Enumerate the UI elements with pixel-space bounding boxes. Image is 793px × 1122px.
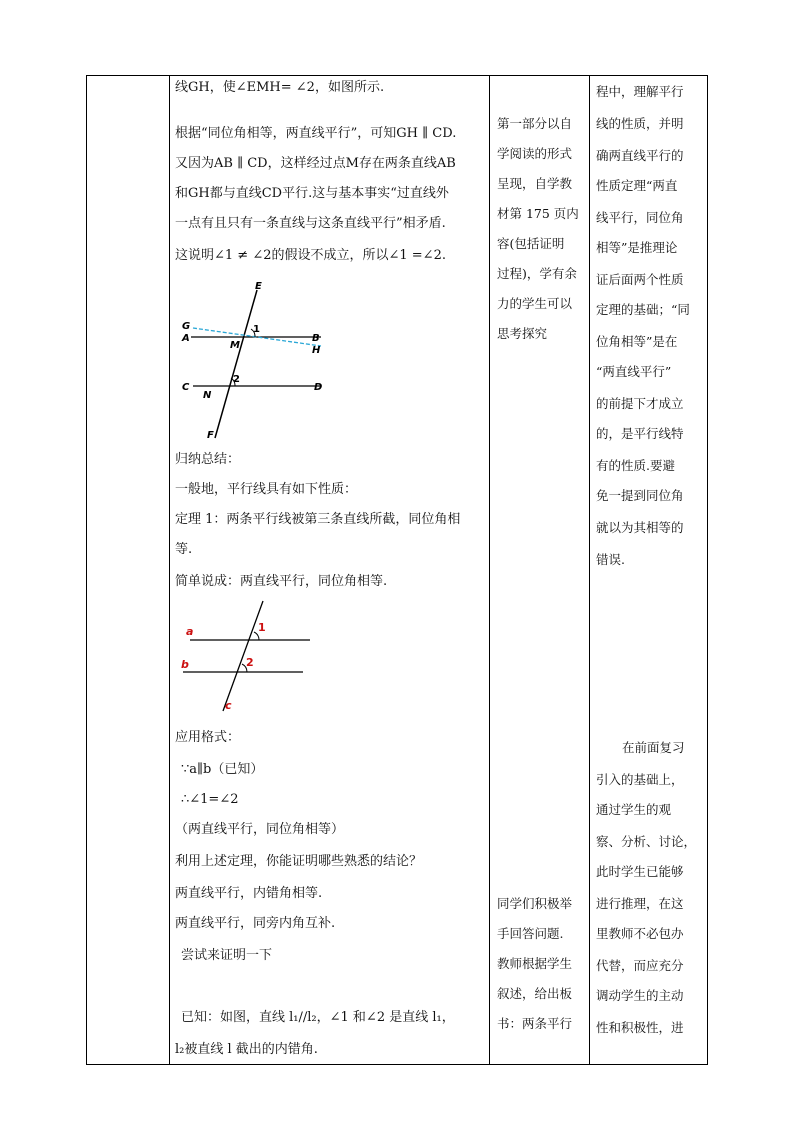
label-angle-2: 2 — [246, 656, 254, 669]
intent-line: 免一提到同位角 — [596, 488, 684, 503]
intent-line: 代替，而应充分 — [596, 958, 684, 973]
label-c: c — [225, 699, 232, 712]
label-h: H — [312, 345, 321, 356]
column-divider-3 — [589, 75, 590, 1065]
usage-line: ∵a∥b（已知） — [181, 762, 264, 777]
proof-line: 一点有且只有一条直线与这条直线平行”相矛盾. — [175, 216, 446, 231]
summary-title: 归纳总结： — [175, 452, 241, 467]
activity-line: 手回答问题. — [497, 926, 564, 941]
intent-line: 就以为其相等的 — [596, 520, 684, 535]
label-f: F — [207, 430, 214, 440]
label-d: D — [314, 382, 323, 393]
intent-line: 在前面复习 — [622, 740, 685, 755]
intent-line: 调动学生的主动 — [596, 988, 684, 1003]
activity-line: 容(包括证明 — [497, 236, 565, 251]
activity-line: 学阅读的形式 — [497, 146, 573, 161]
intent-line: 程中，理解平行 — [596, 84, 684, 99]
summary-intro: 一般地，平行线具有如下性质： — [175, 482, 358, 497]
intent-line: 引入的基础上， — [596, 772, 684, 787]
activity-line: 思考探究 — [497, 326, 548, 341]
intent-line: 证后面两个性质 — [596, 272, 684, 287]
table-right-border — [707, 75, 708, 1065]
intent-line: 进行推理，在这 — [596, 896, 684, 911]
intent-line: 有的性质.要避 — [596, 458, 675, 473]
intent-line: 相等”是推理论 — [596, 240, 678, 255]
column-divider-2 — [489, 75, 490, 1065]
label-m: M — [230, 340, 240, 351]
proof-line: 和GH都与直线CD平行.这与基本事实“过直线外 — [175, 186, 449, 201]
intent-line: 确两直线平行的 — [596, 148, 684, 163]
intent-line: 性和积极性，进 — [596, 1020, 684, 1035]
column-divider-1 — [169, 75, 170, 1065]
label-n: N — [203, 390, 212, 401]
given-line: 已知：如图，直线 l₁//l₂，∠1 和∠2 是直线 l₁， — [181, 1010, 455, 1025]
result-line: 两直线平行，内错角相等. — [175, 886, 323, 901]
usage-line: （两直线平行，同位角相等） — [175, 822, 345, 837]
label-c: C — [182, 382, 190, 393]
activity-line: 书：两条平行 — [497, 1016, 573, 1031]
theorem-line: 定理 1：两条平行线被第三条直线所截，同位角相 — [175, 512, 461, 527]
activity-line: 力的学生可以 — [497, 296, 573, 311]
try-prove: 尝试来证明一下 — [181, 948, 273, 963]
activity-line: 过程)，学有余 — [497, 266, 577, 281]
theorem-line: 等. — [175, 542, 193, 557]
activity-line: 第一部分以自 — [497, 116, 573, 131]
table-top-border — [86, 75, 708, 76]
intent-line: 定理的基础；“同 — [596, 302, 690, 317]
table-left-border — [86, 75, 87, 1065]
proof-line: 根据“同位角相等，两直线平行”，可知GH ∥ CD. — [175, 126, 457, 141]
intent-line: 错误. — [596, 552, 625, 567]
intent-line: 线的性质，并明 — [596, 116, 684, 131]
usage-line: ∴∠1=∠2 — [181, 792, 239, 807]
activity-line: 叙述，给出板 — [497, 986, 573, 1001]
table-bottom-border — [86, 1064, 708, 1065]
text-line-gh: 线GH，使∠EMH= ∠2，如图所示. — [175, 80, 385, 95]
label-e: E — [255, 281, 262, 292]
intent-line: 的前提下才成立 — [596, 396, 684, 411]
label-b: B — [312, 333, 320, 344]
label-angle-2: 2 — [233, 374, 240, 385]
activity-line: 同学们积极举 — [497, 896, 573, 911]
activity-line: 教师根据学生 — [497, 956, 573, 971]
proof-line: 这说明∠1 ≠ ∠2的假设不成立，所以∠1 =∠2. — [175, 248, 446, 263]
label-a: a — [186, 625, 194, 638]
activity-line: 材第 175 页内 — [497, 206, 579, 221]
question: 利用上述定理，你能证明哪些熟悉的结论？ — [175, 854, 423, 869]
intent-line: 位角相等”是在 — [596, 334, 678, 349]
label-g: G — [182, 321, 191, 332]
label-angle-1: 1 — [253, 324, 260, 335]
intent-line: 线平行，同位角 — [596, 210, 684, 225]
figure-parallel-lines-proof — [175, 280, 335, 440]
figure-corresponding-angles — [175, 596, 325, 716]
result-line: 两直线平行，同旁内角互补. — [175, 916, 336, 931]
label-a: A — [182, 333, 190, 344]
intent-line: “两直线平行” — [596, 364, 672, 379]
intent-line: 通过学生的观 — [596, 802, 672, 817]
proof-line: 又因为AB ∥ CD，这样经过点M存在两条直线AB — [175, 156, 456, 171]
short-form: 简单说成：两直线平行，同位角相等. — [175, 574, 388, 589]
intent-line: 察、分析、讨论， — [596, 834, 697, 849]
intent-line: 性质定理“两直 — [596, 178, 678, 193]
intent-line: 的，是平行线特 — [596, 426, 684, 441]
activity-line: 呈现，自学教 — [497, 176, 573, 191]
label-angle-1: 1 — [258, 621, 266, 634]
given-line: l₂被直线 l 截出的内错角. — [175, 1042, 318, 1057]
label-b: b — [181, 658, 189, 671]
intent-line: 此时学生已能够 — [596, 864, 684, 879]
intent-line: 里教师不必包办 — [596, 926, 684, 941]
usage-title: 应用格式： — [175, 730, 241, 745]
